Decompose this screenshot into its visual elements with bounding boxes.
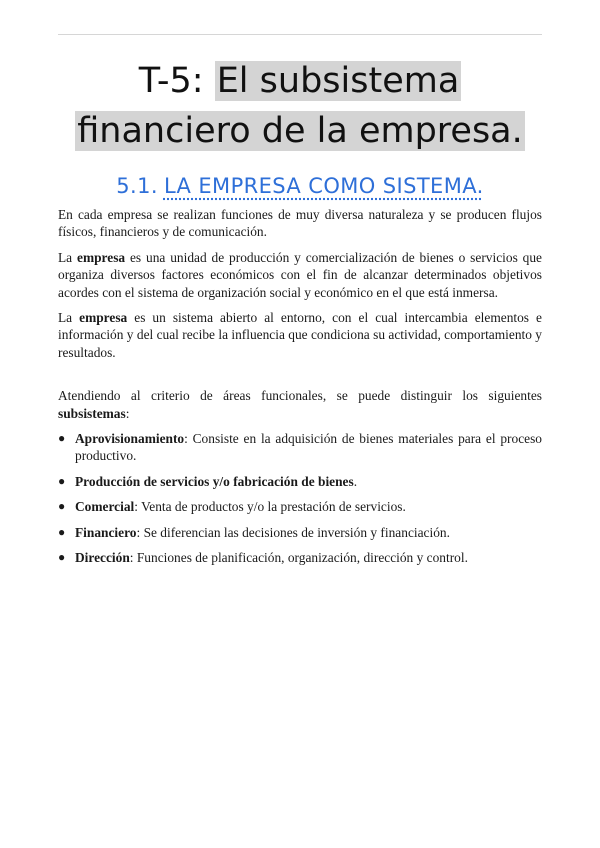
- title-line-2: [0, 106, 600, 156]
- subsystems-list: [58, 430, 542, 566]
- bullet-icon: ●: [58, 499, 66, 514]
- paragraph-lead: La: [58, 249, 77, 265]
- bullet-icon: ●: [58, 550, 66, 565]
- title-line-1: [0, 56, 600, 106]
- page-title: [0, 56, 600, 156]
- section-heading: [0, 168, 600, 204]
- subsystem-name: Comercial: [75, 499, 135, 515]
- top-divider: [58, 34, 542, 35]
- list-item: [58, 430, 542, 465]
- subsystem-desc: : Consiste en la adquisición de bienes materiales para el proceso productivo.: [75, 431, 542, 464]
- section-heading-text: LA EMPRESA COMO SISTEMA.: [163, 174, 484, 198]
- paragraph-lead: La: [58, 310, 80, 326]
- paragraph-text: es una unidad de producción y comercialización de bienes o servicios que organiza diversos factores económicos con el fin de alcanzar determinados objetivos acordes con el sistema de organización social y económico en el que está inmersa.: [58, 249, 542, 300]
- subsystem-desc: : Funciones de planificación, organización, dirección y control.: [129, 550, 468, 566]
- paragraph-flows: En cada empresa se realizan funciones de muy diversa naturaleza y se producen flujos físicos, financieros y de comunicación.: [58, 207, 542, 240]
- bullet-icon: ●: [58, 524, 66, 539]
- paragraph-empresa-definition: [58, 249, 542, 301]
- paragraph-text: es un sistema abierto al entorno, con el cual intercambia elementos e información y del cual recibe la influencia que condiciona su actividad, comportamiento y resultados.: [58, 310, 542, 360]
- subsystem-name: Producción de servicios y/o fabricación de bienes: [75, 473, 354, 489]
- paragraph-subsystems-intro: [58, 387, 542, 422]
- list-item: [58, 498, 542, 515]
- term-subsistemas: subsistemas: [58, 405, 126, 421]
- list-item: [58, 473, 542, 490]
- subsystem-name: Aprovisionamiento: [75, 431, 185, 447]
- title-highlight-1: El subsistema: [216, 61, 460, 101]
- subsystem-name: Dirección: [75, 550, 130, 566]
- list-item: [58, 549, 542, 566]
- subsystem-desc: : Se diferencian las decisiones de inversión y financiación.: [136, 524, 450, 540]
- title-highlight-2: financiero de la empresa.: [77, 111, 523, 151]
- title-prefix: T-5:: [138, 61, 215, 101]
- document-body: [58, 206, 542, 575]
- bullet-icon: ●: [58, 431, 66, 446]
- paragraph-end: :: [125, 405, 130, 421]
- section-number: 5.1.: [116, 174, 158, 198]
- paragraph-text: Atendiendo al criterio de áreas funcionales, se puede distinguir los siguientes: [58, 388, 542, 404]
- term-empresa: empresa: [79, 310, 128, 326]
- term-empresa: empresa: [77, 249, 126, 265]
- bullet-icon: ●: [58, 473, 66, 488]
- subsystem-name: Financiero: [75, 524, 137, 540]
- list-item: [58, 524, 542, 541]
- paragraph-open-system: [58, 309, 542, 361]
- subsystem-desc: : Venta de productos y/o la prestación de servicios.: [134, 499, 406, 515]
- subsystem-desc: .: [353, 473, 358, 489]
